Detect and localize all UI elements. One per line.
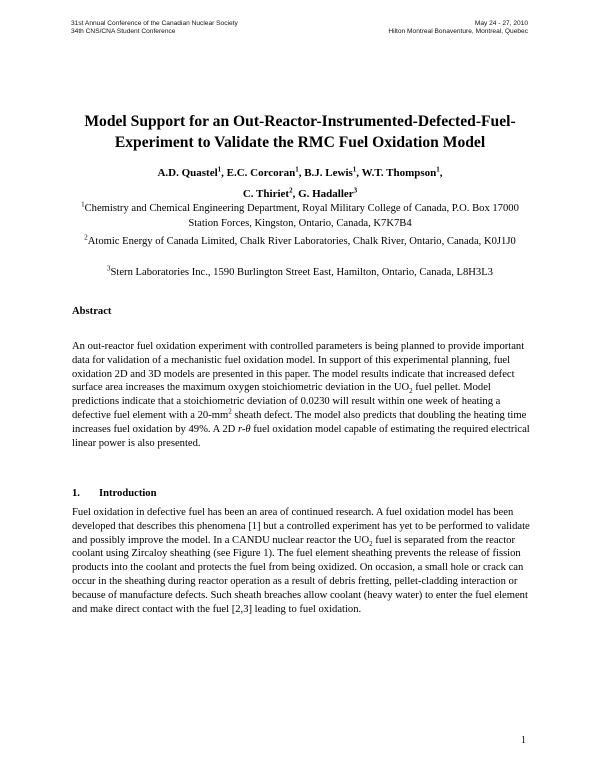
author-name: C. Thiriet [242, 188, 290, 200]
conference-venue: Hilton Montreal Bonaventure, Montreal, Quebec [388, 28, 528, 35]
abstract-heading: Abstract [72, 306, 112, 317]
affiliation-stern: $^3$Stern Laboratories Inc., 1590 Burlington Street East, Hamilton, Ontario, Canada, L8H3L3 [107, 264, 493, 278]
affiliation-rmc: $^1$Chemistry and Chemical Engineering Department, Royal Military College of Canada, P.O. Box 17000 Station Forces, Kingston, Ontario, Canada, K7K7B4 [81, 200, 519, 229]
author-name: B.J. Lewis [304, 167, 353, 179]
paper-title [60, 111, 540, 153]
section-number: 1. [72, 488, 80, 499]
author-name: W.T. Thompson [361, 167, 437, 179]
author-line2: C. Thiriet$^2$, G. Hadaller$^3$ [242, 186, 358, 200]
author-affiliation-mark: 1 [217, 165, 222, 174]
abstract-paragraph: An out-reactor fuel oxidation experiment with controlled parameters is being planned to provide important data for validation of a mechanistic fuel oxidation model. In support of this experimental planning, fuel oxidation 2D and 3D models are presented in this paper. The model results indicate that increased defect surface area increases the maximum oxygen stoichiometric deviation in the $UO_2$ fuel pellet. Model predictions indicate that a stoichiometric deviation of 0.0230 will result within one week of heating a defective fuel element with a $20-mm^2$ sheath defect. The model also predicts that doubling the heating time increases fuel oxidation by 49%. A 2D r-θ fuel oxidation model capable of estimating the required electrical linear power is also presented. [72, 341, 530, 449]
conference-dates: May 24 - 27, 2010 [474, 20, 528, 27]
author-affiliation-mark: 1 [436, 165, 440, 174]
author-name: A.D. Quastel [157, 167, 218, 179]
author-affiliation-mark: 2 [289, 186, 293, 195]
affiliation-aecl: $^2$Atomic Energy of Canada Limited, Chalk River Laboratories, Chalk River, Ontario, Canada, K0J1J0 [84, 233, 516, 247]
page-number: 1 [521, 735, 526, 746]
section-title: Introduction [99, 488, 157, 499]
conference-name: 31st Annual Conference of the Canadian Nuclear Society [71, 20, 238, 27]
paper-title-line2: Experiment to Validate the RMC Fuel Oxidation Model [114, 134, 486, 151]
paper-title-line1: Model Support for an Out-Reactor-Instrumented-Defected-Fuel- [84, 113, 516, 130]
introduction-heading [72, 487, 157, 501]
author-name: G. Hadaller [298, 188, 354, 200]
introduction-paragraph: Fuel oxidation in defective fuel has been an area of continued research. A fuel oxidation model has been developed that describes this phenomena [1] but a controlled experiment has yet to be performed to validate and possibly improve the model. In a CANDU nuclear reactor the $UO_2$ fuel is separated from the reactor coolant using Zircaloy sheathing (see Figure 1). The fuel element sheathing prevents the release of fission products into the coolant and protects the fuel from being oxidized. On occasion, a small hole or crack can occur in the sheathing during reactor operation as a result of debris fretting, pellet-cladding interaction or because of manufacture defects. Such sheath breaches allow coolant (heavy water) to enter the fuel element and make direct contact with the fuel [2,3] leading to fuel oxidation. [72, 507, 530, 615]
author-affiliation-mark: 1 [295, 165, 299, 174]
conference-header-left [71, 20, 238, 36]
student-conference-name: 34th CNS/CNA Student Conference [71, 28, 176, 35]
author-line1: A.D. Quastel$^1$, E.C. Corcoran$^1$, B.J. Lewis$^1$, W.T. Thompson$^1$, [157, 165, 443, 179]
author-affiliation-mark: 1 [352, 165, 357, 174]
author-list [60, 163, 540, 205]
author-name: E.C. Corcoran [226, 167, 296, 179]
author-affiliation-mark: 3 [353, 186, 358, 195]
conference-header-right [388, 20, 528, 36]
